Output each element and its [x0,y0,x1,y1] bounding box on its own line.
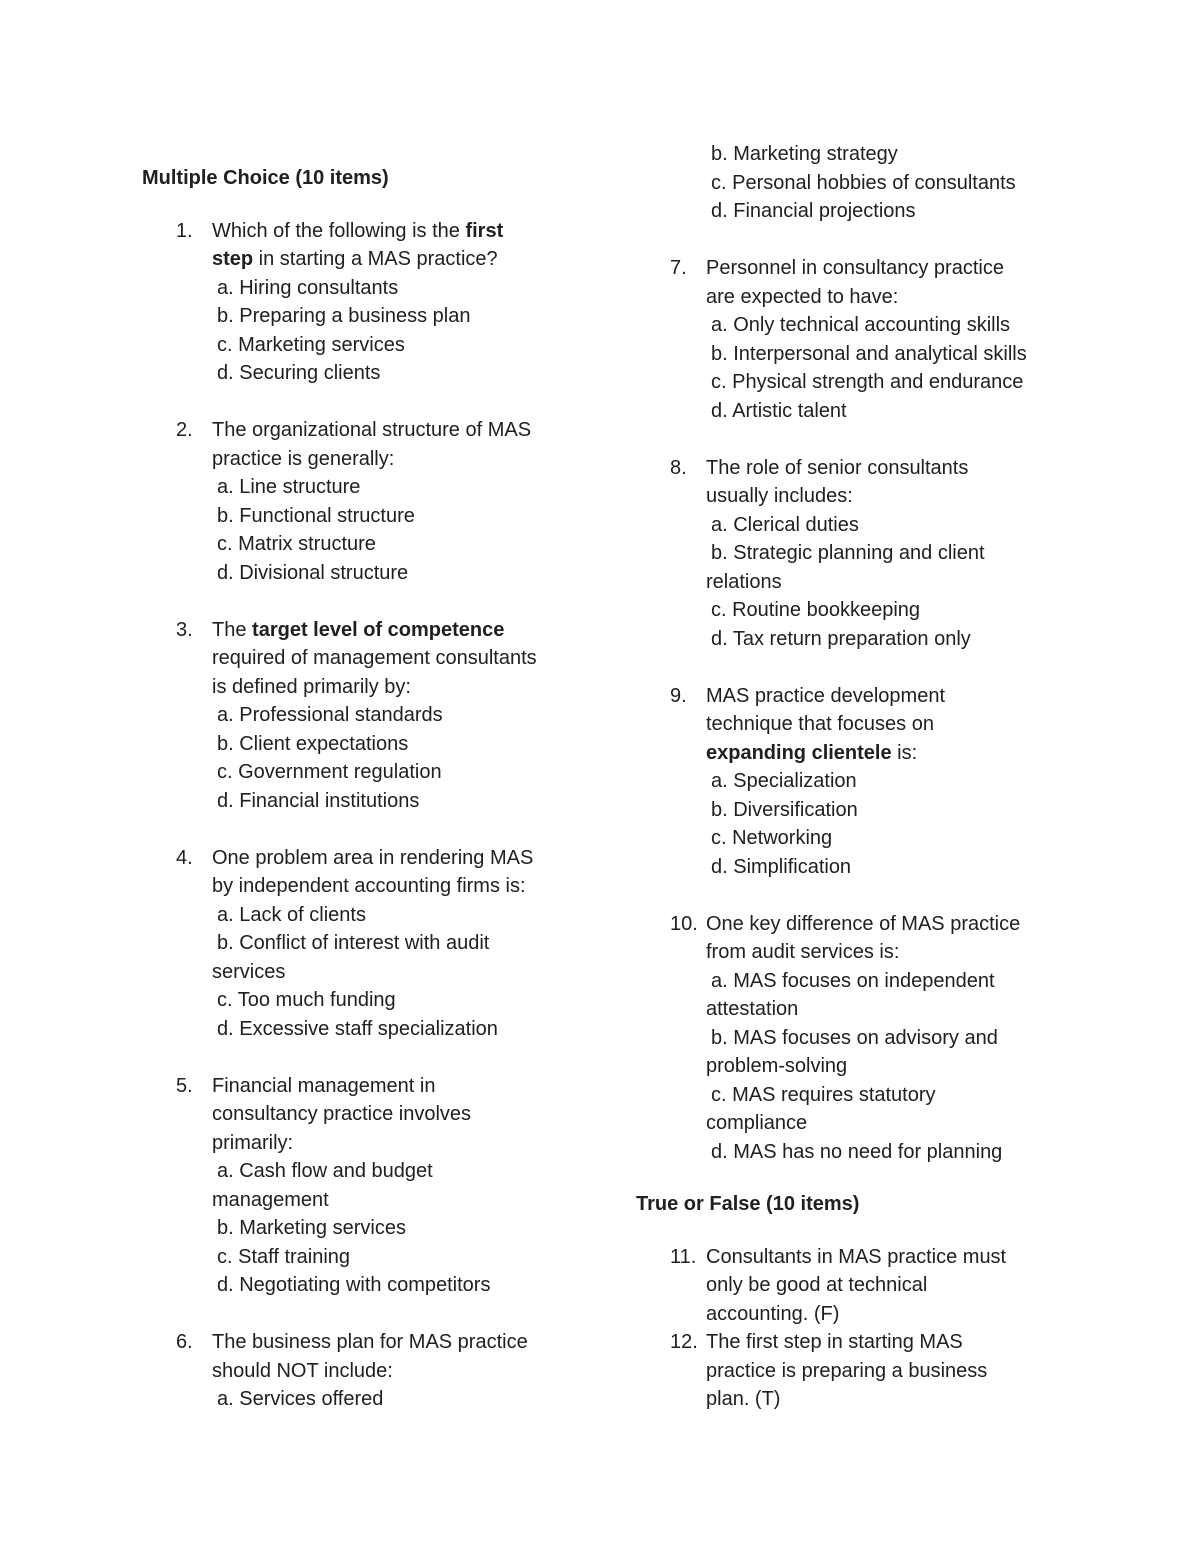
question-9 [636,682,1076,882]
question-2 [142,416,582,587]
question-7 [636,254,1076,425]
question-stem: The role of senior consultants [706,456,969,479]
question-5 [142,1072,582,1300]
question-number: 9. [670,684,687,707]
option-d: d. Tax return preparation only [711,627,971,650]
bold-term: target level of competence [252,618,505,641]
statement-line: accounting. (F) [706,1302,840,1325]
question-number: 2. [176,419,193,441]
question-stem: should NOT include: [212,1359,393,1382]
question-number: 5. [176,1074,193,1097]
option-c: c. Matrix structure [217,533,376,555]
option-a: a. Services offered [217,1388,384,1410]
right-column [636,140,1076,1414]
question-number: 6. [176,1331,193,1353]
option-b-continued: services [212,960,286,983]
option-d: d. MAS has no need for planning [711,1140,1003,1163]
option-c: c. Personal hobbies of consultants [711,171,1016,194]
option-a-continued: management [212,1188,329,1211]
option-d: d. Financial institutions [217,789,420,812]
question-stem: Which of the following is the first [212,219,504,242]
statement-line: plan. (T) [706,1388,781,1410]
option-a: a. Hiring consultants [217,276,399,299]
option-a: a. Specialization [711,770,857,792]
statement-line: only be good at technical [706,1274,928,1296]
option-b-continued: relations [706,570,782,593]
question-number: 1. [176,219,193,242]
question-11 [636,1243,1076,1329]
question-stem: expanding clientele is: [706,741,918,764]
option-d: d. Financial projections [711,200,916,222]
question-10 [636,910,1076,1167]
option-b: b. Conflict of interest with audit [217,932,490,954]
question-number: 8. [670,456,687,479]
option-a: a. Professional standards [217,704,443,726]
bold-term: step [212,248,254,270]
question-stem: The target level of competence [212,618,505,641]
question-stem: The business plan for MAS practice [212,1331,528,1353]
question-number: 7. [670,257,687,279]
option-b: b. Interpersonal and analytical skills [711,342,1027,365]
option-b: b. MAS focuses on advisory and [711,1026,998,1049]
question-1 [142,217,582,388]
option-c: c. MAS requires statutory [711,1083,936,1106]
question-stem: One key difference of MAS practice [706,912,1021,935]
option-c: c. Too much funding [217,989,396,1011]
question-stem: usually includes: [706,485,853,507]
option-d: d. Artistic talent [711,399,847,422]
statement-line: practice is preparing a business [706,1359,988,1382]
question-stem: is defined primarily by: [212,675,411,698]
question-3 [142,616,582,816]
question-stem: by independent accounting firms is: [212,875,526,897]
question-stem: One problem area in rendering MAS [212,846,534,869]
question-stem: The organizational structure of MAS [212,419,532,441]
question-6 [142,1328,582,1414]
question-6-continued [636,140,1076,226]
option-a: a. Lack of clients [217,903,366,926]
option-b: b. Diversification [711,798,858,821]
option-b: b. Preparing a business plan [217,305,471,327]
bold-term: first [465,219,504,242]
question-stem: practice is generally: [212,447,395,470]
question-number: 12. [670,1331,698,1353]
option-d: d. Simplification [711,855,852,878]
option-b: b. Strategic planning and client [711,542,985,564]
option-a-continued: attestation [706,998,799,1020]
question-stem: primarily: [212,1131,294,1154]
question-4 [142,844,582,1044]
question-stem: required of management consultants [212,647,537,669]
section-title-true-false: True or False (10 items) [636,1193,860,1215]
option-b: b. Functional structure [217,504,415,527]
question-stem: step in starting a MAS practice? [212,248,498,270]
option-b: b. Client expectations [217,732,409,755]
option-a: a. Clerical duties [711,513,859,536]
question-stem: Financial management in [212,1074,436,1097]
option-d: d. Divisional structure [217,561,409,584]
question-stem: technique that focuses on [706,713,934,735]
option-c: c. Routine bookkeeping [711,599,921,621]
option-a: a. MAS focuses on independent [711,969,995,992]
question-stem: are expected to have: [706,285,899,308]
option-c: c. Physical strength and endurance [711,371,1024,393]
statement-line: The first step in starting MAS [706,1331,963,1353]
question-number: 3. [176,618,193,641]
option-d: d. Excessive staff specialization [217,1017,498,1040]
question-stem: from audit services is: [706,941,900,963]
question-stem: MAS practice development [706,684,946,707]
option-b: b. Marketing services [217,1217,406,1239]
statement-line: Consultants in MAS practice must [706,1245,1007,1268]
option-c: c. Government regulation [217,761,442,783]
option-d: d. Securing clients [217,362,381,384]
option-a: a. Only technical accounting skills [711,314,1011,336]
option-c-continued: compliance [706,1112,808,1134]
bold-term: expanding clientele [706,741,892,764]
question-number: 10. [670,912,698,935]
question-number: 11. [670,1245,697,1268]
option-b: b. Marketing strategy [711,143,898,165]
left-column [142,164,582,1414]
option-c: c. Networking [711,827,833,849]
option-d: d. Negotiating with competitors [217,1274,491,1296]
question-number: 4. [176,846,193,869]
option-a: a. Cash flow and budget [217,1160,433,1182]
option-b-continued: problem-solving [706,1055,848,1077]
option-a: a. Line structure [217,476,361,498]
question-12 [636,1328,1076,1414]
section-title-multiple-choice: Multiple Choice (10 items) [142,167,389,189]
question-stem: consultancy practice involves [212,1103,472,1125]
question-8 [636,454,1076,654]
option-c: c. Marketing services [217,333,405,356]
option-c: c. Staff training [217,1245,351,1268]
question-stem: Personnel in consultancy practice [706,257,1004,279]
